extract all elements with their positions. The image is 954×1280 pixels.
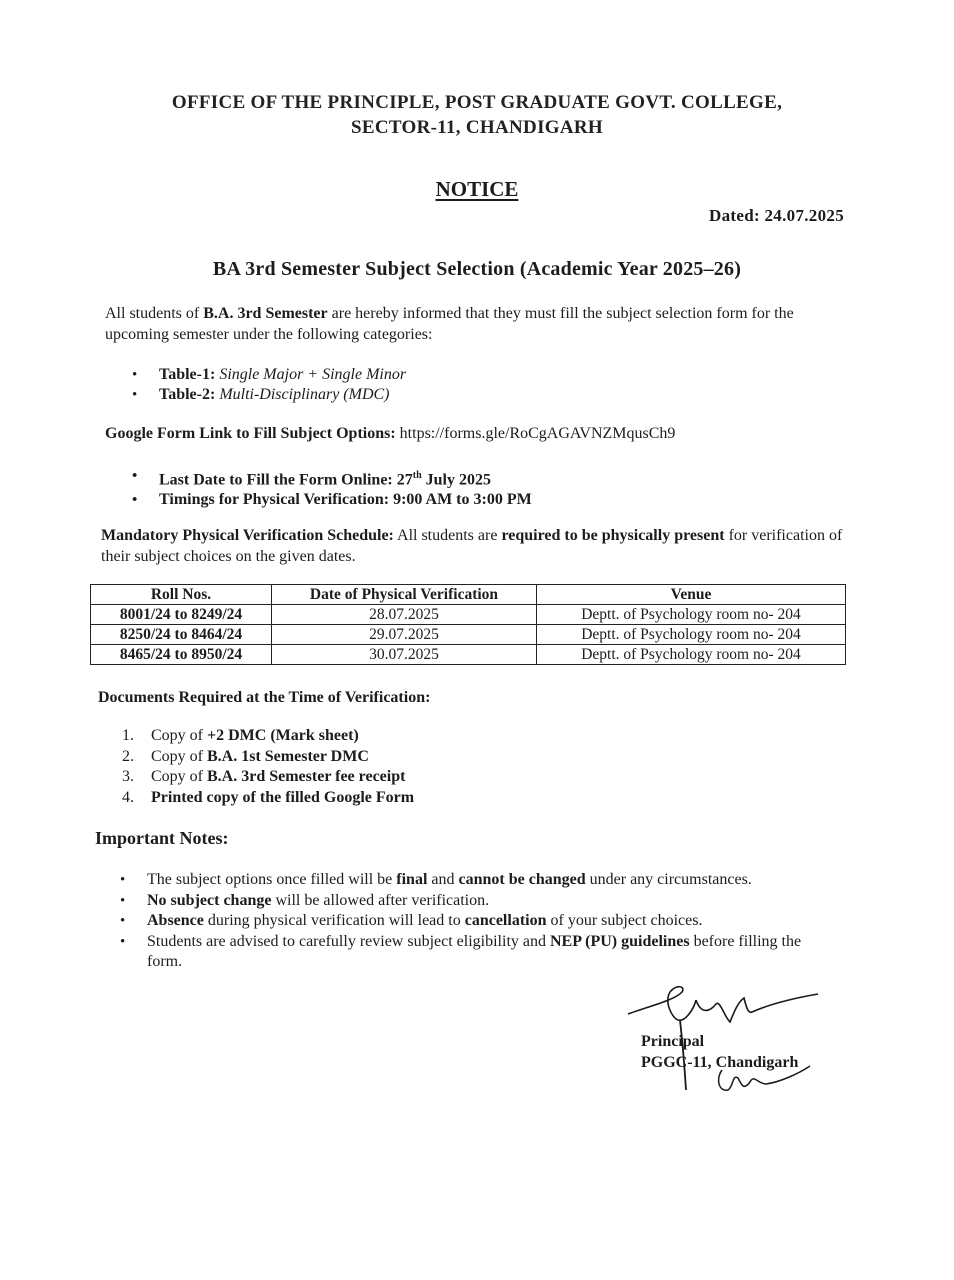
- header-date: Date of Physical Verification: [272, 585, 537, 605]
- intro-paragraph: [105, 303, 845, 345]
- item-number: 4.: [122, 788, 134, 806]
- note-text: during physical verification will lead to: [203, 912, 465, 929]
- google-form-label: Google Form Link to Fill Subject Options:: [105, 425, 396, 442]
- item-number: 2.: [122, 747, 134, 765]
- doc-bold: +2 DMC (Mark sheet): [207, 727, 359, 744]
- signature-title: Principal: [641, 1033, 705, 1050]
- note-text: The subject options once filled will be: [147, 871, 397, 888]
- category-item: [132, 385, 406, 405]
- item-number: 3.: [122, 768, 134, 785]
- category-label: Table-1:: [159, 366, 216, 383]
- document-item: [122, 767, 414, 788]
- intro-semester: B.A. 3rd Semester: [203, 305, 328, 322]
- header-line-2: SECTOR-11, CHANDIGARH: [351, 117, 603, 138]
- document-item: [122, 788, 414, 809]
- roll-cell: 8001/24 to 8249/24: [91, 605, 272, 625]
- last-date-rest: July 2025: [421, 471, 491, 489]
- table-row: [91, 625, 846, 645]
- roll-cell: 8465/24 to 8950/24: [91, 645, 272, 665]
- notice-date: Dated: 24.07.2025: [709, 206, 844, 225]
- schedule-intro-text-2: for verification of their subject choices on the given dates.: [101, 527, 843, 565]
- note-item: [120, 891, 838, 912]
- documents-title: Documents Required at the Time of Verification:: [98, 689, 431, 706]
- note-text: will be allowed after verification.: [271, 891, 490, 909]
- category-desc: Multi-Disciplinary (MDC): [219, 386, 390, 403]
- category-item: [132, 365, 406, 385]
- header-venue: Venue: [537, 585, 846, 605]
- note-text: Students are advised to carefully review subject eligibility and: [147, 932, 550, 950]
- note-bold: Absence: [147, 912, 204, 929]
- venue-cell: Deptt. of Psychology room no- 204: [537, 625, 846, 645]
- doc-plain: Copy of: [151, 727, 207, 744]
- header-line-1: OFFICE OF THE PRINCIPLE, POST GRADUATE GOVT. COLLEGE,: [171, 92, 783, 113]
- timings-item: • Timings for Physical Verification: 9:00 AM to 3:00 PM: [132, 490, 532, 510]
- note-text: under any circumstances.: [585, 871, 752, 888]
- last-date-label: Last Date to Fill the Form Online: 27: [159, 471, 413, 489]
- note-item: [120, 870, 838, 891]
- google-form-line: [105, 425, 675, 443]
- subject-title: BA 3rd Semester Subject Selection (Academic Year 2025–26): [212, 258, 742, 280]
- roll-cell: 8250/24 to 8464/24: [91, 625, 272, 645]
- notice-title: NOTICE: [435, 177, 519, 201]
- last-date-sup: th: [412, 470, 422, 481]
- note-bold: final: [396, 871, 428, 888]
- doc-plain: Copy of: [151, 768, 207, 785]
- signature-place: PGGC-11, Chandigarh: [641, 1054, 799, 1071]
- note-item: [120, 932, 838, 973]
- google-form-link[interactable]: https://forms.gle/RoCgAGAVNZMqusCh9: [399, 425, 676, 442]
- document-item: [122, 747, 414, 768]
- date-cell: 29.07.2025: [272, 625, 537, 645]
- header-roll-nos: Roll Nos.: [91, 585, 272, 605]
- note-bold: cancellation: [464, 912, 547, 929]
- notes-title: Important Notes:: [95, 828, 229, 848]
- doc-bold: B.A. 3rd Semester fee receipt: [207, 768, 406, 785]
- venue-cell: Deptt. of Psychology room no- 204: [537, 645, 846, 665]
- note-bold: cannot be changed: [458, 871, 586, 888]
- table-row: [91, 605, 846, 625]
- note-text: before filling the form.: [147, 932, 802, 970]
- notes-list: [120, 870, 838, 973]
- intro-text-1: All students of: [105, 305, 204, 322]
- schedule-intro: [101, 525, 846, 567]
- intro-text-2: are hereby informed that they must fill the subject selection form for the upcoming semester under the following categories:: [105, 305, 794, 343]
- date-cell: 30.07.2025: [272, 645, 537, 665]
- category-desc: Single Major + Single Minor: [219, 366, 407, 383]
- doc-bold: Printed copy of the filled Google Form: [151, 788, 415, 806]
- schedule-intro-text-1: All students are: [393, 527, 502, 544]
- table-header-row: [91, 585, 846, 605]
- category-list: [132, 365, 406, 405]
- item-number: 1.: [122, 727, 134, 744]
- table-row: [91, 645, 846, 665]
- note-bold: NEP (PU) guidelines: [550, 932, 690, 950]
- deadline-list: [132, 466, 532, 510]
- verification-schedule-table: [90, 584, 846, 665]
- note-bold: No subject change: [147, 891, 272, 909]
- last-date-item: [132, 466, 532, 490]
- schedule-intro-bold-1: Mandatory Physical Verification Schedule:: [101, 527, 394, 544]
- venue-cell: Deptt. of Psychology room no- 204: [537, 605, 846, 625]
- doc-plain: Copy of: [151, 747, 207, 765]
- documents-list: [122, 726, 414, 808]
- note-text: of your subject choices.: [546, 912, 703, 929]
- doc-bold: B.A. 1st Semester DMC: [207, 747, 369, 765]
- document-item: [122, 726, 414, 747]
- date-cell: 28.07.2025: [272, 605, 537, 625]
- category-label: Table-2:: [159, 386, 216, 403]
- note-text: and: [427, 871, 459, 888]
- schedule-intro-bold-2: required to be physically present: [501, 527, 725, 544]
- note-item: [120, 911, 838, 932]
